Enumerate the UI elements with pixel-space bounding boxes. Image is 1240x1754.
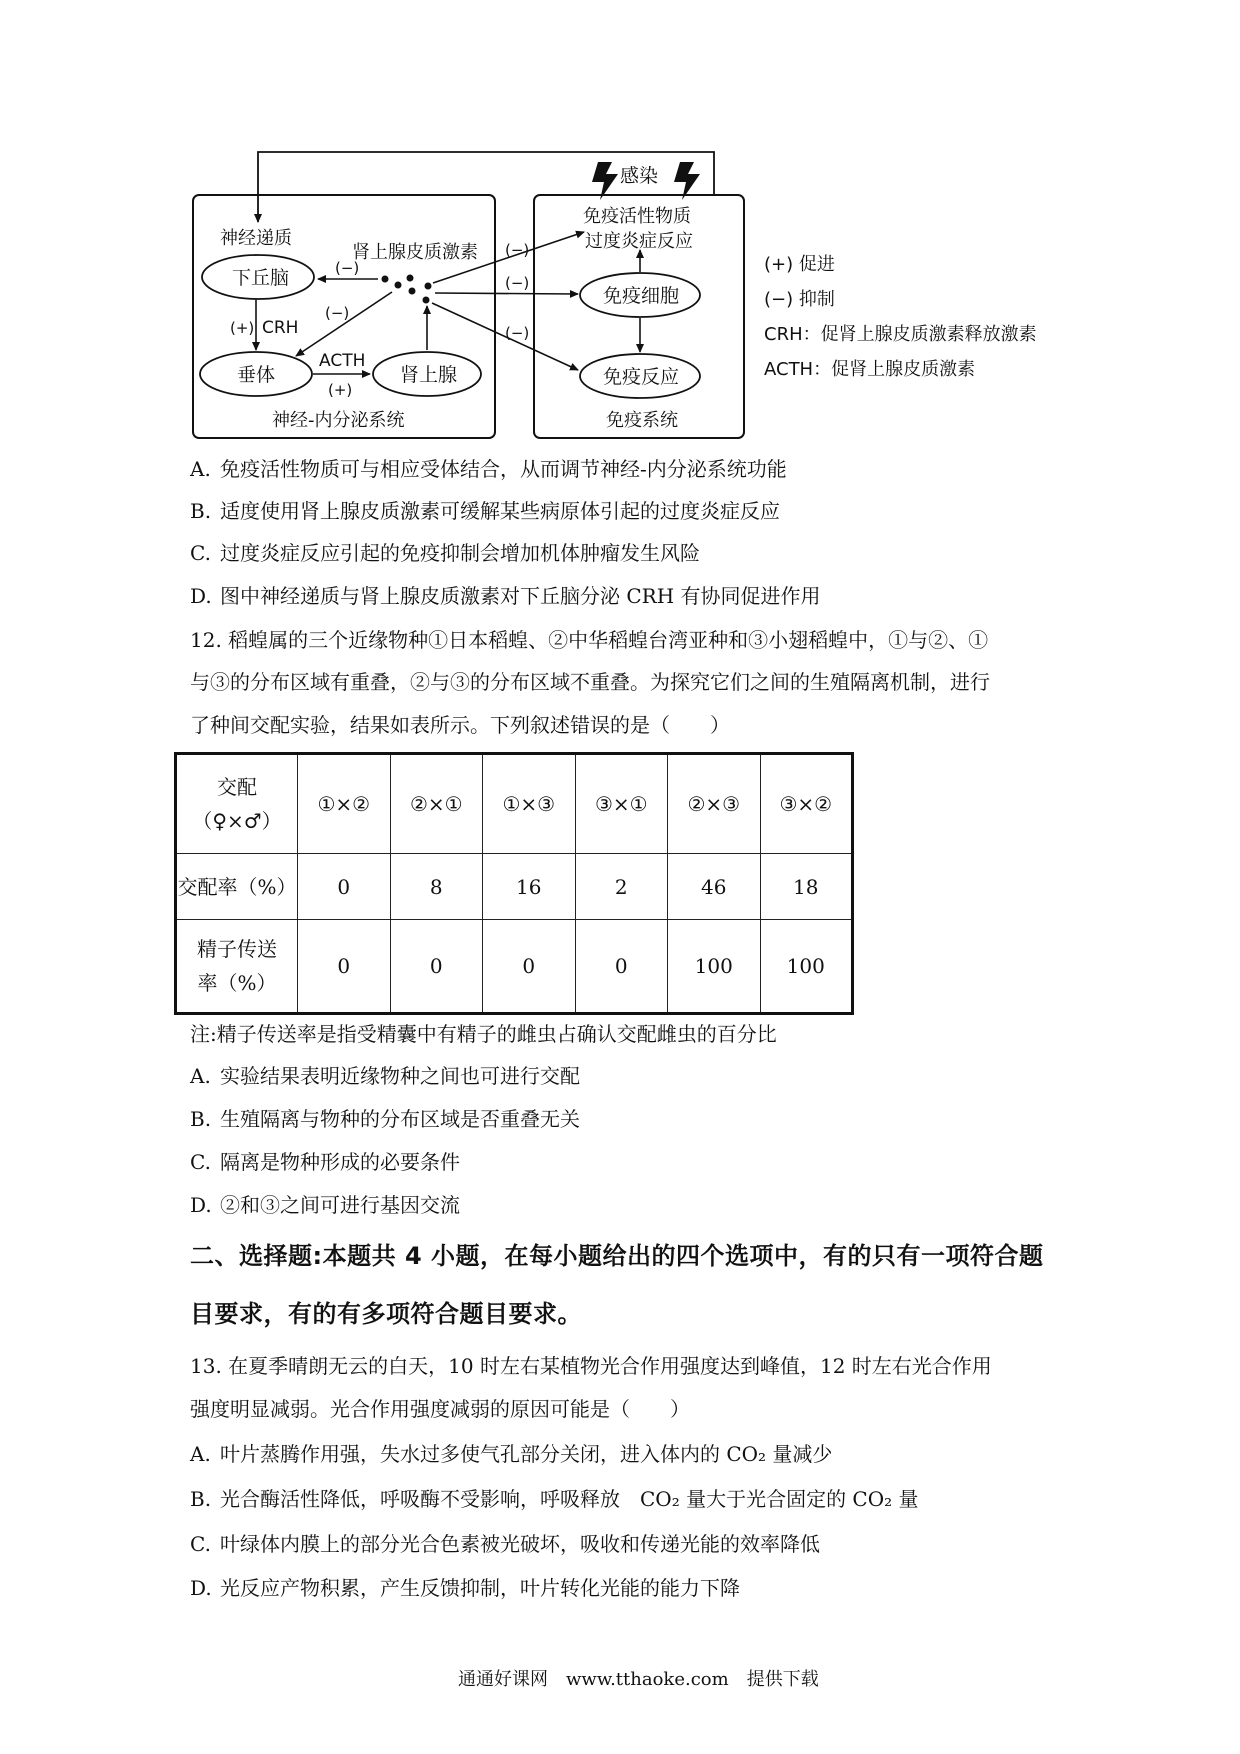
- sign-minus-inflammation: (−): [505, 241, 530, 259]
- mating-table: [174, 752, 854, 1015]
- table-note: 注:精子传送率是指受精囊中有精子的雌虫占确认交配雌虫的百分比: [190, 1022, 777, 1046]
- table-cell: ①×③: [483, 754, 576, 854]
- adrenal-label: 肾上腺: [400, 364, 458, 386]
- table-cell: 0: [298, 920, 391, 1014]
- sign-plus-acth: (+): [328, 381, 353, 399]
- table-cell: 16: [483, 854, 576, 920]
- table-cell: 2: [575, 854, 668, 920]
- sign-minus-immune-cells: (−): [505, 274, 530, 292]
- cortisol-label: 肾上腺皮质激素: [352, 242, 478, 263]
- q13-option-a: A. 叶片蒸腾作用强，失水过多使气孔部分关闭，进入体内的 CO₂ 量减少: [190, 1442, 833, 1466]
- q12-option-d: D. ②和③之间可进行基因交流: [190, 1193, 460, 1217]
- immune-active-label: 免疫活性物质: [583, 206, 691, 227]
- legend-promote: (+) 促进: [764, 254, 835, 275]
- table-row: [176, 920, 853, 1014]
- legend-acth: ACTH：促肾上腺皮质激素: [764, 359, 976, 380]
- legend-inhibit: (−) 抑制: [764, 289, 835, 310]
- table-cell: ③×①: [575, 754, 668, 854]
- pituitary-label: 垂体: [237, 364, 276, 386]
- table-cell: 8: [390, 854, 483, 920]
- neurotransmitter-label: 神经递质: [220, 228, 292, 249]
- q13-option-c: C. 叶绿体内膜上的部分光合色素被光破坏，吸收和传递光能的效率降低: [190, 1532, 820, 1556]
- immune-cells-label: 免疫细胞: [603, 285, 680, 307]
- neuro-box-label: 神经-内分泌系统: [272, 410, 405, 431]
- table-row: [176, 754, 853, 854]
- sign-plus-crh: (+): [230, 319, 255, 337]
- table-cell: 0: [575, 920, 668, 1014]
- legend-crh: CRH：促肾上腺皮质激素释放激素: [764, 324, 1037, 345]
- table-cell: 100: [668, 920, 761, 1014]
- section-heading-line2: 目要求，有的有多项符合题目要求。: [190, 1300, 582, 1328]
- q13-option-b: B. 光合酶活性降低，呼吸酶不受影响，呼吸释放 CO₂ 量大于光合固定的 CO₂ 量: [190, 1487, 919, 1511]
- infection-label: 感染: [620, 165, 659, 187]
- q12-stem-line1: 12. 稻蝗属的三个近缘物种①日本稻蝗、②中华稻蝗台湾亚种和③小翅稻蝗中，①与②、①: [190, 628, 989, 652]
- q13-stem-line2: 强度明显减弱。光合作用强度减弱的原因可能是（ ）: [190, 1397, 690, 1421]
- q12-option-c: C. 隔离是物种形成的必要条件: [190, 1150, 460, 1174]
- q12-option-b: B. 生殖隔离与物种的分布区域是否重叠无关: [190, 1107, 580, 1131]
- table-cell: 46: [668, 854, 761, 920]
- excess-inflammation-label: 过度炎症反应: [585, 231, 693, 252]
- sign-minus-pituitary: (−): [325, 304, 350, 322]
- table-cell: 100: [760, 920, 853, 1014]
- q11-option-b: B. 适度使用肾上腺皮质激素可缓解某些病原体引起的过度炎症反应: [190, 499, 780, 523]
- immune-response-label: 免疫反应: [603, 366, 680, 388]
- table-header-sperm: 精子传送 率（%）: [176, 920, 298, 1014]
- hypothalamus-label: 下丘脑: [232, 267, 290, 289]
- table-cell: ①×②: [298, 754, 391, 854]
- table-cell: 0: [390, 920, 483, 1014]
- table-cell: ②×①: [390, 754, 483, 854]
- section-heading-line1: 二、选择题:本题共 4 小题，在每小题给出的四个选项中，有的只有一项符合题: [190, 1242, 1044, 1270]
- q12-option-a: A. 实验结果表明近缘物种之间也可进行交配: [190, 1064, 580, 1088]
- q13-option-d: D. 光反应产物积累，产生反馈抑制，叶片转化光能的能力下降: [190, 1576, 740, 1600]
- crh-label: CRH: [262, 318, 299, 338]
- table-cell: 0: [298, 854, 391, 920]
- table-cell: 18: [760, 854, 853, 920]
- q12-stem-line3: 了种间交配实验，结果如表所示。下列叙述错误的是（ ）: [190, 713, 730, 737]
- table-row: [176, 854, 853, 920]
- footer-source: 通通好课网 www.tthaoke.com 提供下载: [458, 1669, 819, 1690]
- table-cell: 0: [483, 920, 576, 1014]
- neuro-immune-diagram: [0, 0, 1240, 460]
- hormone-dots: [382, 275, 432, 304]
- immune-box-label: 免疫系统: [606, 410, 678, 431]
- q11-option-a: A. 免疫活性物质可与相应受体结合，从而调节神经-内分泌系统功能: [190, 457, 787, 481]
- q13-stem-line1: 13. 在夏季晴朗无云的白天，10 时左右某植物光合作用强度达到峰值，12 时左右光合作用: [190, 1354, 992, 1378]
- acth-label: ACTH: [319, 351, 366, 371]
- q11-option-d: D. 图中神经递质与肾上腺皮质激素对下丘脑分泌 CRH 有协同促进作用: [190, 584, 821, 608]
- q12-stem-line2: 与③的分布区域有重叠，②与③的分布区域不重叠。为探究它们之间的生殖隔离机制，进行: [190, 670, 990, 694]
- q11-option-c: C. 过度炎症反应引起的免疫抑制会增加机体肿瘤发生风险: [190, 541, 700, 565]
- table-header-cross: 交配 （♀×♂）: [176, 754, 298, 854]
- table-cell: ③×②: [760, 754, 853, 854]
- table-header-rate: 交配率（%）: [176, 854, 298, 920]
- sign-minus-immune-response: (−): [505, 324, 530, 342]
- table-cell: ②×③: [668, 754, 761, 854]
- sign-minus-hypothalamus: (−): [335, 259, 360, 277]
